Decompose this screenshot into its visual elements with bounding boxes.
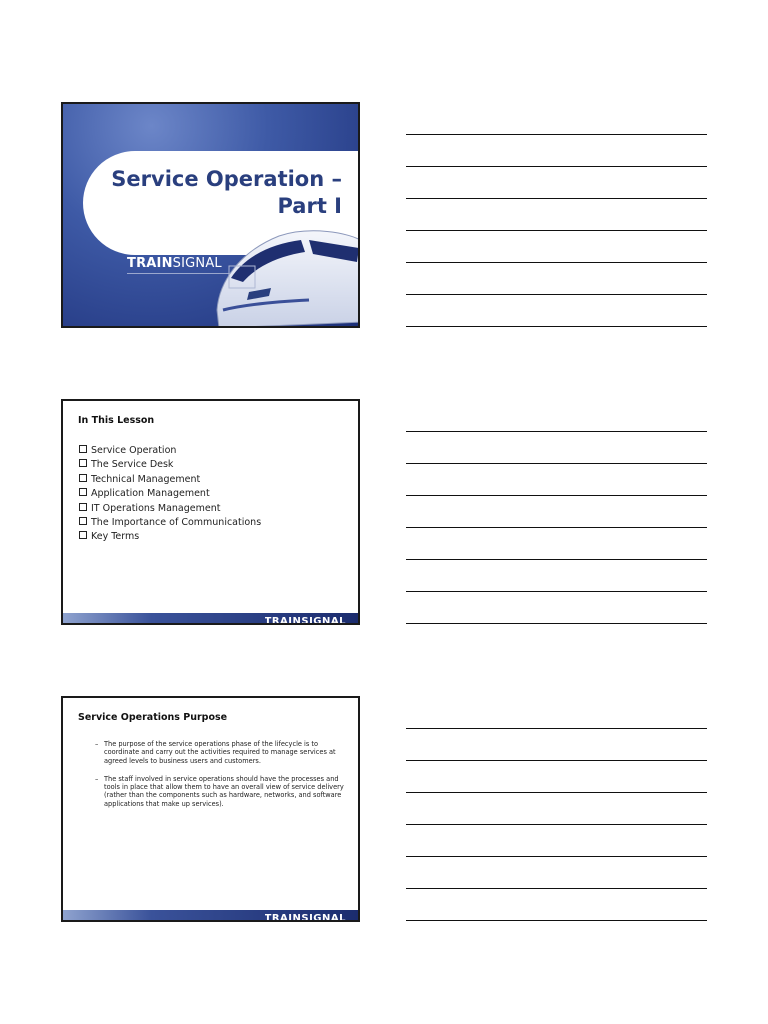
list-item-label: Technical Management — [91, 473, 201, 485]
slide-heading: Service Operations Purpose — [78, 712, 228, 723]
slide-1-thumbnail — [61, 102, 360, 328]
list-item-label: IT Operations Management — [91, 502, 221, 514]
logo-light-part: SIGNAL — [172, 256, 222, 271]
list-item — [79, 487, 261, 501]
checkbox-bullet-icon — [79, 517, 87, 525]
lesson-topic-list — [79, 444, 261, 545]
note-line — [406, 728, 707, 729]
checkbox-bullet-icon — [79, 488, 87, 496]
list-item-label: Key Terms — [91, 531, 140, 543]
note-line — [406, 431, 707, 432]
purpose-bullet-list — [95, 740, 347, 818]
list-item — [79, 444, 261, 458]
slide-heading: In This Lesson — [78, 415, 155, 426]
train-icon — [209, 222, 360, 328]
list-item — [79, 458, 261, 472]
note-line — [406, 888, 707, 889]
note-line — [406, 495, 707, 496]
footer-logo: TRAINSIGNAL — [264, 616, 346, 625]
list-item-label: The Importance of Communications — [91, 517, 262, 529]
note-line — [406, 559, 707, 560]
trainsignal-logo — [127, 256, 222, 271]
slide-3-thumbnail — [61, 696, 360, 922]
note-line — [406, 856, 707, 857]
bullet-text: The staff involved in service operations should have the processes and tools in place that allow them to have an overall view of service delivery (rather than the components such as hardware, networks, and software applications that make up services). — [104, 774, 344, 808]
note-line — [406, 824, 707, 825]
note-line — [406, 760, 707, 761]
bullet-text: The purpose of the service operations phase of the lifecycle is to coordinate and carry out the activities required to manage services at agreed levels to business users and customers. — [104, 740, 336, 765]
list-item — [79, 502, 261, 516]
note-line — [406, 792, 707, 793]
checkbox-bullet-icon — [79, 503, 87, 511]
checkbox-bullet-icon — [79, 445, 87, 453]
note-line — [406, 294, 707, 295]
note-line — [406, 527, 707, 528]
dash-bullet: – — [95, 740, 99, 748]
slide-2-thumbnail — [61, 399, 360, 625]
note-line — [406, 591, 707, 592]
checkbox-bullet-icon — [79, 474, 87, 482]
list-item-label: Service Operation — [91, 445, 177, 456]
list-item-label: The Service Desk — [91, 459, 174, 471]
slide-title-line-2: Part I — [277, 194, 342, 218]
checkbox-bullet-icon — [79, 531, 87, 539]
list-item-label: Application Management — [91, 488, 210, 500]
note-line — [406, 230, 707, 231]
list-item — [95, 740, 347, 765]
dash-bullet: – — [95, 774, 99, 783]
list-item — [95, 775, 347, 808]
note-line — [406, 920, 707, 921]
footer-logo: TRAINSIGNAL — [264, 913, 346, 922]
note-line — [406, 326, 707, 327]
note-line — [406, 623, 707, 624]
list-item — [79, 516, 261, 530]
list-item — [79, 473, 261, 487]
list-item — [79, 530, 261, 544]
note-line — [406, 262, 707, 263]
logo-bold-part: TRAIN — [127, 256, 173, 271]
slide-title — [111, 166, 342, 220]
note-line — [406, 198, 707, 199]
slide-title-line-1: Service Operation – — [111, 167, 342, 191]
note-line — [406, 463, 707, 464]
note-line — [406, 166, 707, 167]
checkbox-bullet-icon — [79, 459, 87, 467]
note-line — [406, 134, 707, 135]
